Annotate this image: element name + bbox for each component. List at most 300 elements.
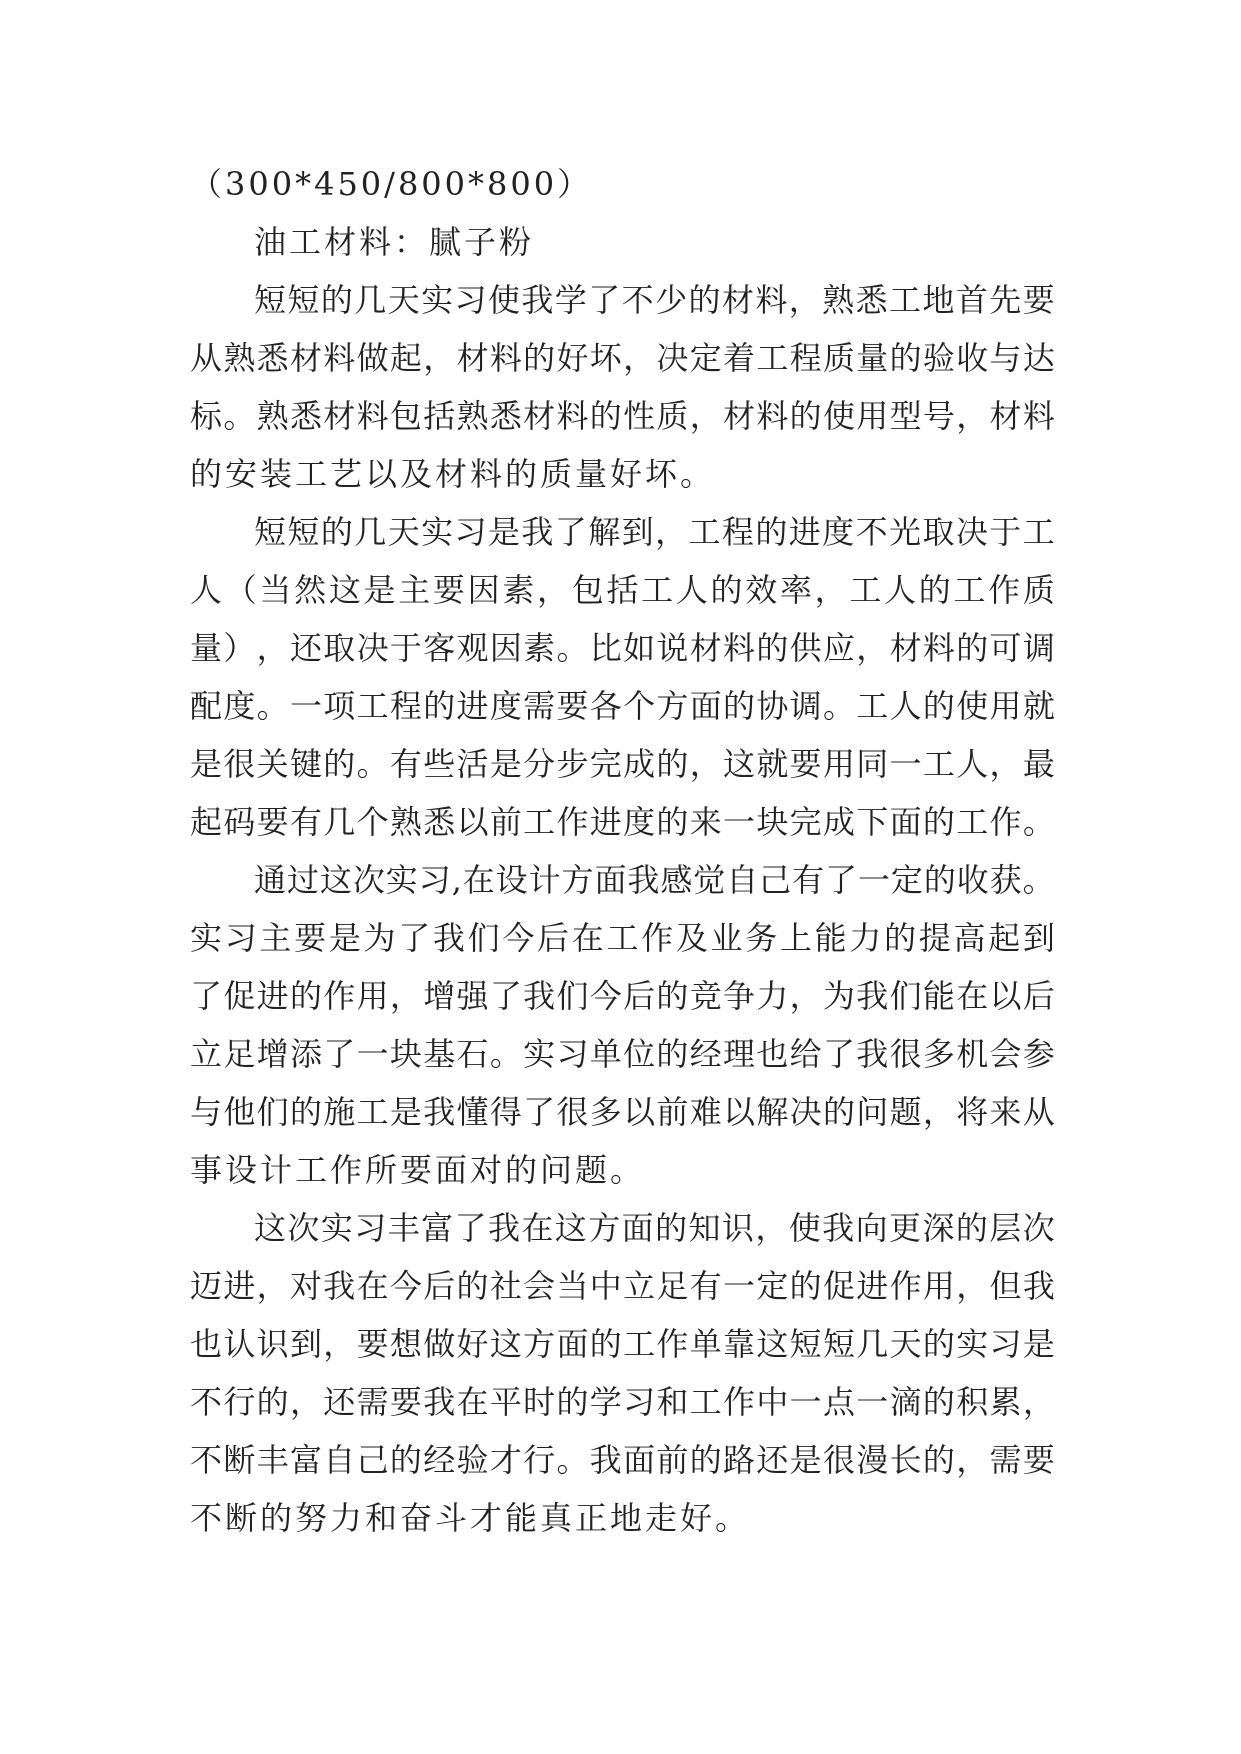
text-char: 的 — [589, 397, 622, 435]
text-char: 料 — [323, 339, 356, 377]
text-line — [190, 561, 1055, 619]
text-char: 然 — [294, 571, 327, 609]
text-char: ， — [689, 745, 722, 783]
text-char: 当 — [556, 1267, 589, 1305]
text-char: 进 — [223, 1267, 256, 1305]
text-char: 收 — [956, 861, 989, 899]
text-char: 难 — [689, 1093, 722, 1131]
text-char: 要 — [789, 745, 822, 783]
text-char: 的 — [922, 1383, 955, 1421]
text-char: ， — [655, 513, 688, 551]
text-char: 增 — [423, 977, 456, 1015]
text-line — [190, 677, 1055, 735]
text-char: 的 — [789, 1267, 822, 1305]
text-char: 主 — [259, 919, 292, 957]
text-line: 的安装工艺以及材料的质量好坏。 — [190, 455, 716, 493]
text-char: ， — [956, 1267, 989, 1305]
text-char: 一 — [289, 687, 322, 725]
text-char: 天 — [889, 1325, 922, 1363]
text-char: 的 — [922, 687, 955, 725]
text-char: 我 — [487, 1209, 520, 1247]
text-char: 石 — [456, 1035, 489, 1073]
text-char: 好 — [456, 1325, 489, 1363]
text-char: 们 — [467, 919, 500, 957]
text-char: 量 — [856, 339, 889, 377]
text-char: 机 — [956, 1035, 989, 1073]
text-char: ， — [922, 1093, 955, 1131]
text-char: ， — [689, 397, 722, 435]
text-char: 一 — [723, 1267, 756, 1305]
text-char: 同 — [856, 745, 889, 783]
text-char: 的 — [956, 629, 989, 667]
text-line — [190, 735, 1055, 793]
text-char: 质 — [656, 397, 689, 435]
text-char: 丰 — [387, 1209, 420, 1247]
text-char: 断 — [223, 1441, 256, 1479]
text-char: 料 — [756, 397, 789, 435]
text-char: 很 — [889, 1035, 922, 1073]
text-char: 各 — [589, 687, 622, 725]
text-char: 了 — [323, 1035, 356, 1073]
text-char: 用 — [856, 397, 889, 435]
text-char: ， — [956, 1441, 989, 1479]
text-char: 想 — [389, 1325, 422, 1363]
text-char: 不 — [190, 1383, 223, 1421]
text-line: 事设计工作所要面对的问题。 — [190, 1151, 646, 1189]
text-char: 要 — [356, 1325, 389, 1363]
text-char: 工 — [356, 687, 389, 725]
text-char: 平 — [489, 1383, 522, 1421]
text-char: 工 — [849, 571, 882, 609]
text-char: 的 — [688, 281, 721, 319]
text-char: 我 — [323, 1267, 356, 1305]
text-char: ， — [814, 571, 847, 609]
text-char: 熟 — [389, 803, 422, 841]
text-char: 料 — [1022, 397, 1055, 435]
text-char: 作 — [323, 977, 356, 1015]
text-char: 我 — [1022, 1267, 1055, 1305]
text-char: ， — [323, 1325, 356, 1363]
text-char: 方 — [656, 687, 689, 725]
text-char: 一 — [856, 1383, 889, 1421]
text-char: 的 — [884, 919, 917, 957]
text-char: 但 — [989, 1267, 1022, 1305]
text-char: 的 — [256, 1383, 289, 1421]
text-char: 工 — [889, 281, 922, 319]
text-char: 解 — [756, 1093, 789, 1131]
text-char: 我 — [523, 977, 556, 1015]
text-line — [190, 1257, 1055, 1315]
text-char: 是 — [363, 571, 396, 609]
text-char: 这 — [489, 1325, 522, 1363]
text-char: 定 — [890, 861, 923, 899]
text-char: 有 — [289, 803, 322, 841]
text-char: 能 — [922, 977, 955, 1015]
text-char: 到 — [1022, 919, 1055, 957]
text-char: 我 — [589, 1441, 622, 1479]
text-char: 从 — [190, 339, 223, 377]
text-char: 短 — [287, 281, 320, 319]
text-line: 不断的努力和奋斗才能真正地走好。 — [190, 1499, 751, 1537]
text-char: 今 — [502, 919, 535, 957]
text-char: 后 — [623, 977, 656, 1015]
text-char: 起 — [190, 803, 223, 841]
text-char: 几 — [856, 1325, 889, 1363]
text-char: 在 — [356, 1267, 389, 1305]
text-char: 足 — [223, 1035, 256, 1073]
text-char: 的 — [922, 803, 955, 841]
text-char: 学 — [589, 1383, 622, 1421]
text-char: 今 — [589, 977, 622, 1015]
text-char: 悉 — [489, 397, 522, 435]
text-char: 这 — [554, 1209, 587, 1247]
text-char: 的 — [889, 339, 922, 377]
text-char: 进 — [256, 977, 289, 1015]
text-char: 人 — [884, 571, 917, 609]
text-char: 路 — [723, 1441, 756, 1479]
text-char: 质 — [1022, 571, 1055, 609]
text-char: ， — [289, 1383, 322, 1421]
text-char: ， — [256, 1267, 289, 1305]
text-char: 们 — [256, 1093, 289, 1131]
text-char: 后 — [423, 1267, 456, 1305]
text-char: 需 — [523, 687, 556, 725]
text-char: 程 — [789, 339, 822, 377]
text-char: 懂 — [456, 1093, 489, 1131]
text-char: 很 — [822, 1441, 855, 1479]
text-line — [190, 909, 1055, 967]
text-char: 到 — [621, 513, 654, 551]
text-char: 立 — [623, 1267, 656, 1305]
text-char: 积 — [956, 1383, 989, 1421]
text-char: （ — [224, 571, 257, 609]
text-char: 决 — [955, 513, 988, 551]
text-char: 使 — [487, 281, 520, 319]
text-char: 材 — [721, 281, 754, 319]
text-char: 主 — [398, 571, 431, 609]
text-char: 性 — [623, 397, 656, 435]
text-char: 了 — [398, 919, 431, 957]
text-char: 作 — [989, 803, 1022, 841]
text-char: 用 — [822, 745, 855, 783]
text-char: 参 — [1022, 1035, 1055, 1073]
text-char: 了 — [454, 1209, 487, 1247]
text-char: 这 — [756, 1325, 789, 1363]
text-char: 过 — [286, 861, 319, 899]
text-char: 人 — [190, 571, 223, 609]
text-char: 工 — [523, 803, 556, 841]
text-char: 工 — [756, 339, 789, 377]
text-char: ， — [1022, 1383, 1055, 1421]
text-char: 工 — [356, 1093, 389, 1131]
text-char: 立 — [190, 1035, 223, 1073]
text-char: 自 — [726, 861, 759, 899]
text-char: 力 — [756, 977, 789, 1015]
text-char: 强 — [456, 977, 489, 1015]
text-char: 成 — [623, 745, 656, 783]
text-char: 客 — [423, 629, 456, 667]
text-char: 要 — [556, 687, 589, 725]
text-char: 光 — [889, 513, 922, 551]
text-char: 效 — [745, 571, 778, 609]
text-char: 次 — [287, 1209, 320, 1247]
text-char: 足 — [656, 1267, 689, 1305]
text-char: 以 — [623, 1093, 656, 1131]
text-char: 的 — [955, 1209, 988, 1247]
text-char: 施 — [323, 1093, 356, 1131]
text-char: 习 — [454, 513, 487, 551]
text-char: 为 — [363, 919, 396, 957]
text-char: 解 — [588, 513, 621, 551]
text-char: 上 — [779, 919, 812, 957]
text-char: 码 — [223, 803, 256, 841]
text-char: ， — [256, 629, 289, 667]
text-char: 人 — [956, 745, 989, 783]
text-char: 也 — [190, 1325, 223, 1363]
text-char: 单 — [689, 1325, 722, 1363]
text-char: 的 — [656, 745, 689, 783]
text-line — [190, 1315, 1055, 1373]
text-char: 了 — [825, 861, 858, 899]
text-char: 很 — [223, 745, 256, 783]
text-line: 油工材料：腻子粉 — [254, 223, 535, 261]
text-char: 要 — [1022, 281, 1055, 319]
text-char: 面 — [594, 861, 627, 899]
text-char: 成 — [822, 803, 855, 841]
text-char: 觉 — [693, 861, 726, 899]
text-char: 着 — [723, 339, 756, 377]
text-char: 层 — [989, 1209, 1022, 1247]
text-char: 我 — [423, 1093, 456, 1131]
text-char: ， — [389, 977, 422, 1015]
text-char: 。 — [489, 1035, 522, 1073]
text-char: 业 — [710, 919, 743, 957]
text-char: 了 — [588, 281, 621, 319]
text-char: 作 — [656, 1325, 689, 1363]
text-char: 起 — [389, 339, 422, 377]
text-char: 实 — [523, 1035, 556, 1073]
text-char: 的 — [689, 1441, 722, 1479]
text-char: 会 — [989, 1035, 1022, 1073]
text-char: 因 — [489, 629, 522, 667]
text-char: 用 — [922, 1267, 955, 1305]
text-char: 度 — [489, 687, 522, 725]
text-char: 决 — [356, 629, 389, 667]
text-char: 的 — [922, 1441, 955, 1479]
text-char: 获 — [989, 861, 1022, 899]
text-char: 习 — [556, 1035, 589, 1073]
text-char: 的 — [656, 803, 689, 841]
text-char: 决 — [656, 339, 689, 377]
text-char: 调 — [789, 687, 822, 725]
text-char: 可 — [989, 629, 1022, 667]
text-char: 知 — [688, 1209, 721, 1247]
text-char: 是 — [789, 1441, 822, 1479]
text-char: 方 — [523, 1325, 556, 1363]
text-line — [190, 1025, 1055, 1083]
text-char: 工 — [956, 803, 989, 841]
text-char: 以 — [456, 803, 489, 841]
text-char: 竞 — [689, 977, 722, 1015]
text-char: 为 — [822, 977, 855, 1015]
text-char: 更 — [889, 1209, 922, 1247]
text-char: 社 — [489, 1267, 522, 1305]
text-char: 向 — [855, 1209, 888, 1247]
text-char: 工 — [953, 571, 986, 609]
text-char: 验 — [922, 339, 955, 377]
text-char: 计 — [528, 861, 561, 899]
text-char: 次 — [1022, 1209, 1055, 1247]
text-char: 还 — [289, 629, 322, 667]
text-char: 习 — [454, 281, 487, 319]
text-char: 的 — [710, 571, 743, 609]
text-char: 人 — [889, 687, 922, 725]
text-char: 提 — [918, 919, 951, 957]
text-char: 先 — [989, 281, 1022, 319]
text-char: 熟 — [456, 397, 489, 435]
text-char: ， — [537, 571, 570, 609]
text-char: 要 — [256, 803, 289, 841]
text-char: 素 — [502, 571, 535, 609]
text-char: 调 — [1022, 629, 1055, 667]
text-char: 多 — [922, 1035, 955, 1073]
text-char: 的 — [389, 1441, 422, 1479]
text-char: 因 — [467, 571, 500, 609]
text-char: 多 — [589, 1093, 622, 1131]
text-char: 能 — [814, 919, 847, 957]
text-char: 。 — [1022, 861, 1055, 899]
text-char: 。 — [822, 687, 855, 725]
text-char: 使 — [788, 1209, 821, 1247]
text-char: 的 — [922, 1325, 955, 1363]
text-char: 就 — [756, 745, 789, 783]
text-char: 了 — [190, 977, 223, 1015]
text-char: 好 — [556, 339, 589, 377]
text-char: 的 — [918, 571, 951, 609]
text-char: 进 — [788, 513, 821, 551]
text-char: 短 — [789, 1325, 822, 1363]
text-char: 这 — [254, 1209, 287, 1247]
text-char: 工 — [688, 513, 721, 551]
text-char: 做 — [423, 1325, 456, 1363]
text-char: 料 — [356, 397, 389, 435]
text-char: 是 — [190, 745, 223, 783]
text-char: 的 — [289, 1093, 322, 1131]
text-char: 悉 — [423, 803, 456, 841]
text-char: 题 — [889, 1093, 922, 1131]
text-char: 。 — [356, 745, 389, 783]
text-char: 验 — [456, 1441, 489, 1479]
text-char: 几 — [354, 513, 387, 551]
text-char: 我 — [627, 861, 660, 899]
text-char: 通 — [254, 861, 287, 899]
text-char: 累 — [989, 1383, 1022, 1421]
text-char: 步 — [556, 745, 589, 783]
text-char: 是 — [487, 513, 520, 551]
text-char: 当 — [259, 571, 292, 609]
text-char: ） — [223, 629, 256, 667]
text-char: 几 — [354, 281, 387, 319]
text-char: 天 — [387, 513, 420, 551]
text-char: ， — [755, 1209, 788, 1247]
text-char: 的 — [323, 745, 356, 783]
text-char: 质 — [822, 339, 855, 377]
text-char: 键 — [289, 745, 322, 783]
text-char: 进 — [456, 687, 489, 725]
text-char: 包 — [389, 397, 422, 435]
text-char: 收 — [956, 339, 989, 377]
text-char: 。 — [556, 1441, 589, 1479]
text-char: 实 — [190, 919, 223, 957]
text-char: 得 — [489, 1093, 522, 1131]
text-line — [190, 387, 1055, 445]
text-char: 用 — [356, 977, 389, 1015]
text-char: ， — [423, 339, 456, 377]
text-char: 认 — [223, 1325, 256, 1363]
text-char: 他 — [223, 1093, 256, 1131]
text-char: 增 — [256, 1035, 289, 1073]
text-char: 作 — [641, 919, 674, 957]
text-char: 协 — [756, 687, 789, 725]
text-char: 问 — [856, 1093, 889, 1131]
text-char: 括 — [423, 397, 456, 435]
text-char: 材 — [323, 397, 356, 435]
text-char: 来 — [689, 803, 722, 841]
text-char: 是 — [328, 919, 361, 957]
text-char: 位 — [623, 1035, 656, 1073]
text-char: 的 — [656, 1035, 689, 1073]
text-char: 方 — [561, 861, 594, 899]
text-char: 些 — [423, 745, 456, 783]
text-char: ， — [856, 629, 889, 667]
text-char: 我 — [856, 977, 889, 1015]
text-char: 短 — [254, 281, 287, 319]
text-char: 。 — [1022, 803, 1055, 841]
text-char: 一 — [789, 1383, 822, 1421]
text-char: 次 — [352, 861, 385, 899]
text-char: 是 — [1022, 1325, 1055, 1363]
text-char: 要 — [294, 919, 327, 957]
text-char: 材 — [289, 339, 322, 377]
text-char: 的 — [320, 281, 353, 319]
text-char: 料 — [755, 281, 788, 319]
text-char: 与 — [190, 1093, 223, 1131]
text-char: 在 — [521, 1209, 554, 1247]
text-char: 配 — [190, 687, 223, 725]
text-char: 添 — [289, 1035, 322, 1073]
text-char: 力 — [849, 919, 882, 957]
text-char: 定 — [689, 339, 722, 377]
text-char: 工 — [689, 1383, 722, 1421]
text-char: 料 — [489, 339, 522, 377]
text-char: 取 — [922, 513, 955, 551]
text-char: 面 — [889, 803, 922, 841]
text-char: 与 — [989, 339, 1022, 377]
text-char: 工 — [623, 1325, 656, 1363]
text-char: 学 — [554, 281, 587, 319]
text-char: 前 — [656, 1441, 689, 1479]
text-char: 滴 — [889, 1383, 922, 1421]
text-char: 的 — [589, 1325, 622, 1363]
text-char: 完 — [589, 745, 622, 783]
text-char: 的 — [523, 339, 556, 377]
text-char: 有 — [389, 745, 422, 783]
text-char: 理 — [723, 1035, 756, 1073]
text-char: 比 — [589, 629, 622, 667]
text-line — [190, 851, 1055, 909]
text-char: 我 — [822, 1209, 855, 1247]
text-line — [190, 793, 1055, 851]
